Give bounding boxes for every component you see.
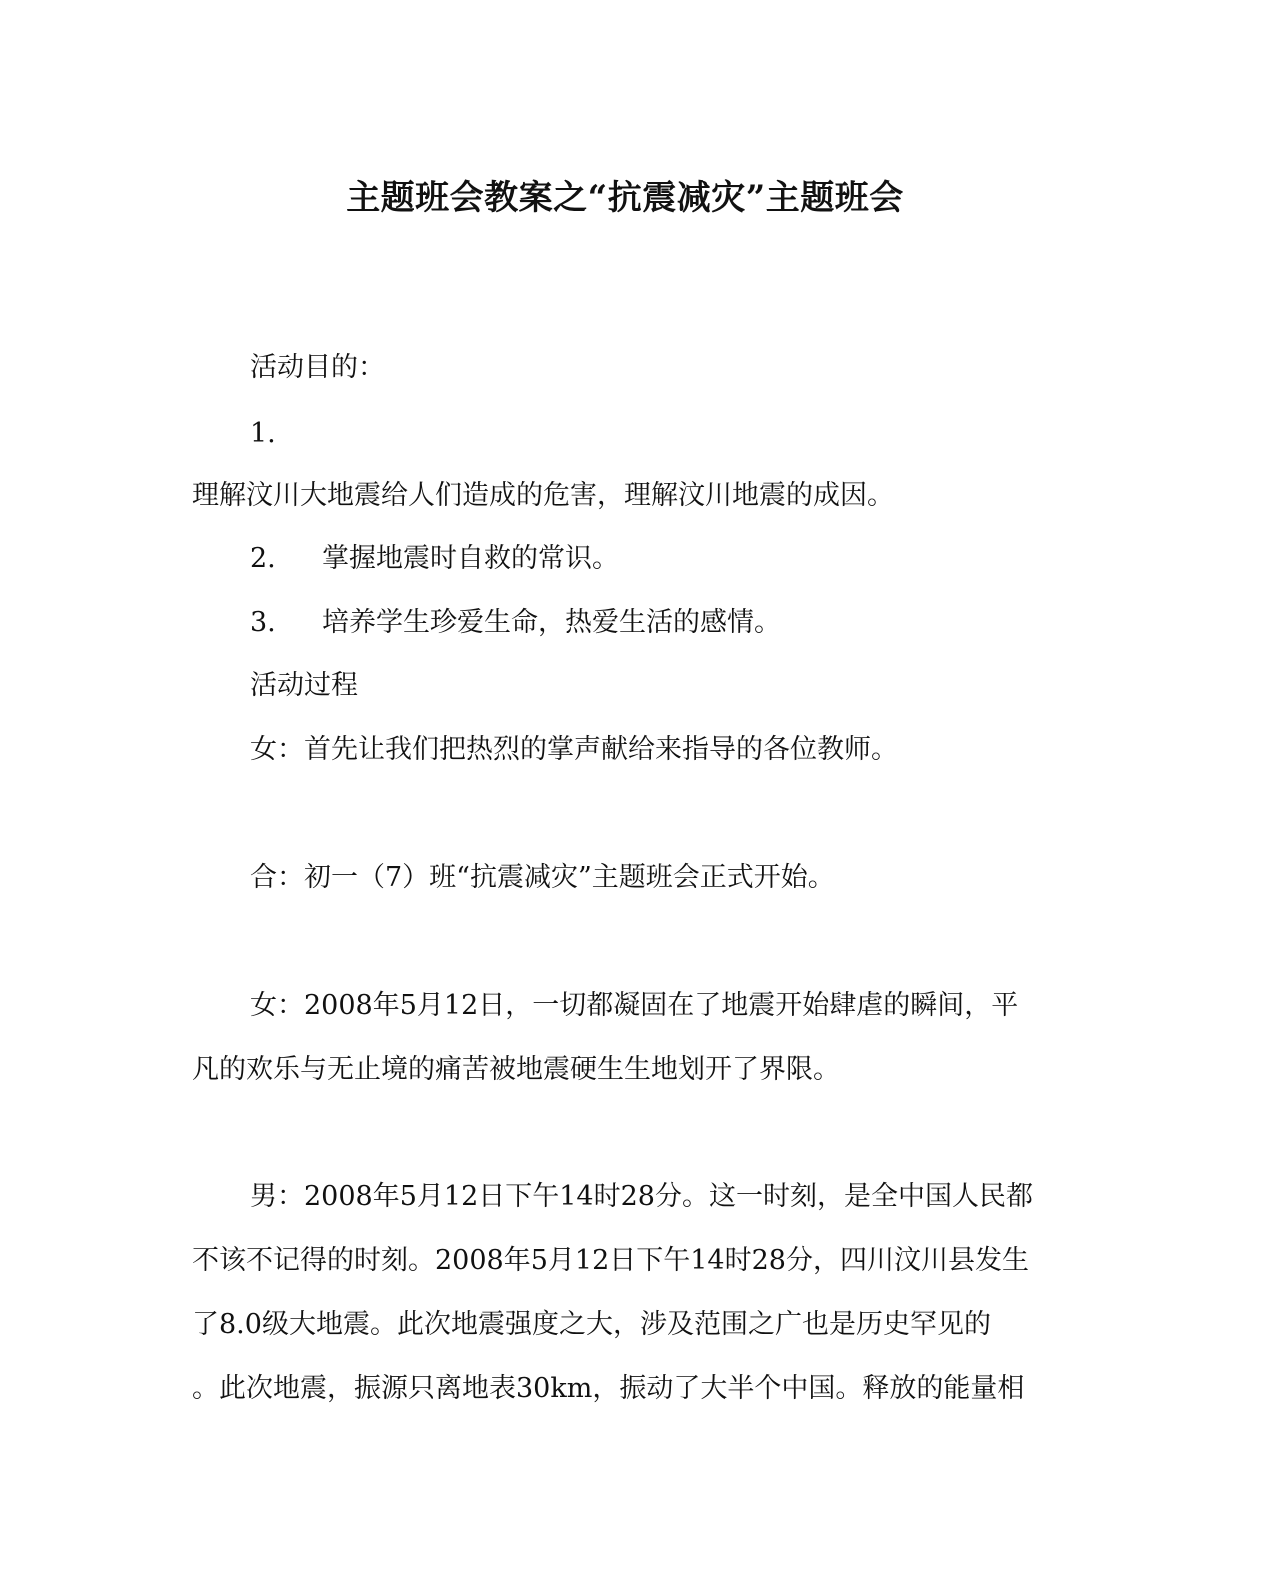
- paragraph-line: 女：2008年5月12日，一切都凝固在了地震开始肆虐的瞬间，平: [250, 990, 1019, 1021]
- section-heading-process: 活动过程: [250, 670, 358, 701]
- paragraph-line: 了8.0级大地震。此次地震强度之大，涉及范围之广也是历史罕见的: [192, 1309, 991, 1340]
- list-number: 3.: [250, 607, 276, 638]
- list-number: 2.: [250, 543, 276, 574]
- paragraph-line: 女：首先让我们把热烈的掌声献给来指导的各位教师。: [250, 734, 898, 765]
- list-item-text: 掌握地震时自救的常识。: [322, 543, 619, 574]
- paragraph-line: 不该不记得的时刻。2008年5月12日下午14时28分，四川汶川县发生: [192, 1245, 1029, 1276]
- paragraph-line: 合：初一（7）班“抗震减灾”主题班会正式开始。: [250, 862, 835, 893]
- list-item-text: 培养学生珍爱生命，热爱生活的感情。: [322, 607, 781, 638]
- paragraph-line: 。此次地震，振源只离地表30km，振动了大半个中国。释放的能量相: [192, 1373, 1025, 1404]
- list-number: 1.: [250, 418, 276, 449]
- paragraph-line: 凡的欢乐与无止境的痛苦被地震硬生生地划开了界限。: [192, 1054, 840, 1085]
- document-title: 主题班会教案之“抗震减灾”主题班会: [346, 178, 904, 218]
- section-heading-purpose: 活动目的：: [250, 352, 385, 383]
- list-item-text: 理解汶川大地震给人们造成的危害，理解汶川地震的成因。: [192, 480, 894, 511]
- paragraph-line: 男：2008年5月12日下午14时28分。这一时刻，是全中国人民都: [250, 1181, 1033, 1212]
